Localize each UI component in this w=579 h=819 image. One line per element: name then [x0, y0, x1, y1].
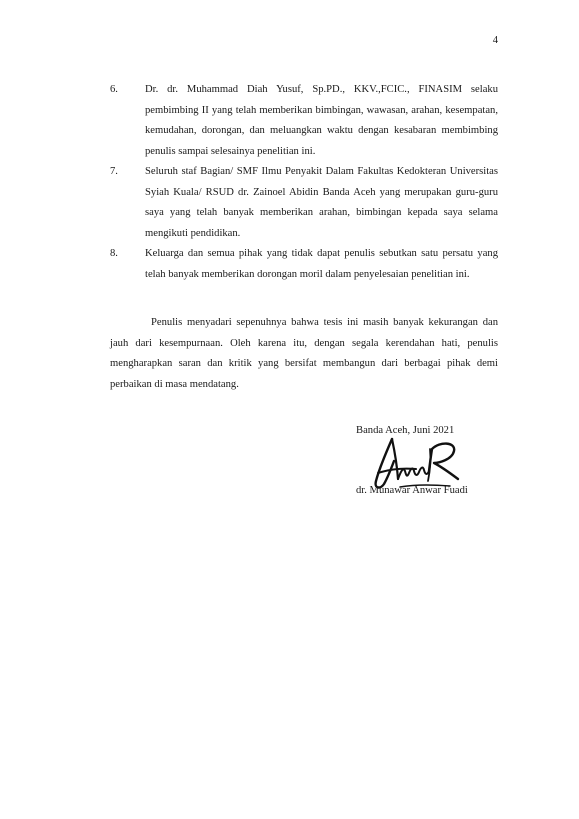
list-item: [110, 244, 498, 285]
list-item-number: 8.: [110, 248, 118, 259]
list-item-number: 7.: [110, 166, 118, 177]
list-item: [110, 162, 498, 244]
closing-paragraph: Penulis menyadari sepenuhnya bahwa tesis ini masih banyak kekurangan dan jauh dari kesempurnaan. Oleh karena itu, dengan segala kerendahan hati, penulis mengharapkan saran dan kritik yang bersifat membangun dari berbagai pihak demi perbaikan di masa mendatang.: [110, 317, 498, 390]
list-item-text: Keluarga dan semua pihak yang tidak dapat penulis sebutkan satu persatu yang telah banyak memberikan dorongan moril dalam penyelesaian penelitian ini.: [145, 248, 498, 280]
signer-name: dr. Munawar Anwar Fuadi: [356, 485, 468, 496]
place-date: Banda Aceh, Juni 2021: [356, 425, 455, 436]
list-item: [110, 80, 498, 162]
page-number: 4: [492, 35, 498, 46]
list-item-text: Seluruh staf Bagian/ SMF Ilmu Penyakit Dalam Fakultas Kedokteran Universitas Syiah Kuala/ RSUD dr. Zainoel Abidin Banda Aceh yang merupakan guru-guru saya yang telah banyak memberikan arahan, bimbingan kepada saya selama mengikuti pendidikan.: [145, 166, 498, 239]
acknowledgement-list: [110, 80, 498, 285]
list-item-number: 6.: [110, 84, 118, 95]
list-item-text: Dr. dr. Muhammad Diah Yusuf, Sp.PD., KKV.,FCIC., FINASIM selaku pembimbing II yang telah memberikan bimbingan, wawasan, arahan, kesempatan, kemudahan, dorongan, dan meluangkan waktu dengan kesabaran membimbing penulis sampai selesainya penelitian ini.: [145, 84, 498, 157]
